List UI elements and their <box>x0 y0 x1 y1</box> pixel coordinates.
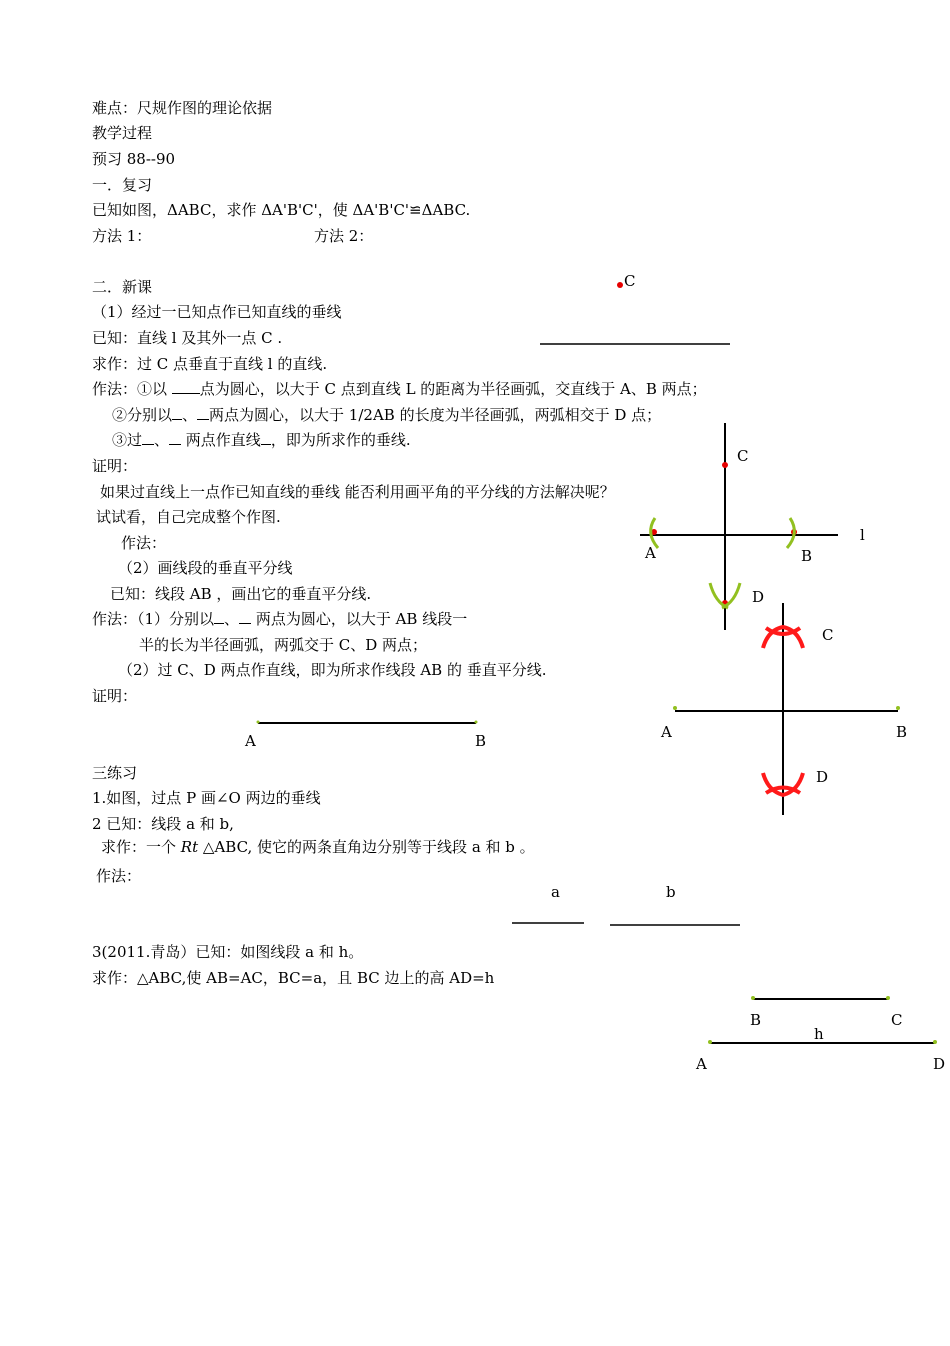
part1-try: 试试看，自己完成整个作图. <box>96 508 281 526</box>
part2-step1-text-a: 作法：（1）分别以 <box>92 610 215 628</box>
review-known: 已知如图，ΔABC，求作 ΔA'B'C'，使 ΔA'B'C'≌ΔABC. <box>92 201 471 219</box>
fig3-label-c: C <box>822 626 834 644</box>
step2-text-c: 两点为圆心，以大于 1/2AB 的长度为半径画弧，两弧相交于 D 点； <box>209 406 662 424</box>
figure-perp-bisector <box>673 603 900 815</box>
fig2-point-c <box>722 462 728 468</box>
part1-method: 作法： <box>121 534 167 552</box>
part2-step1-text-b: 、 <box>224 610 240 628</box>
difficulty-line: 难点：尺规作图的理论依据 <box>92 99 273 117</box>
part1-known: 已知：直线 l 及其外一点 C . <box>92 329 283 347</box>
review-method2: 方法 2： <box>314 227 374 245</box>
point-c-dot <box>617 282 623 288</box>
fig2-label-l: l <box>860 526 865 544</box>
fig3-label-d: D <box>816 768 829 786</box>
step2-text-b: 、 <box>182 406 198 424</box>
fig3-label-b: B <box>896 723 908 741</box>
part2-known: 已知：线段 AB ，画出它的垂直平分线. <box>110 585 372 603</box>
step1-text-b: 点为圆心，以大于 C 点到直线 L 的距离为半径画弧，交直线于 A、B 两点； <box>199 380 707 398</box>
fig2-label-d: D <box>752 588 765 606</box>
practice-q1: 1.如图，过点 P 画∠O 两边的垂线 <box>92 789 321 807</box>
fig4-label-a: A <box>696 1055 707 1073</box>
part1-proof: 证明： <box>92 457 138 475</box>
part2-title: （2）画线段的垂直平分线 <box>118 559 293 577</box>
segs-label-b: b <box>666 883 676 901</box>
fig4-label-c: C <box>891 1011 903 1029</box>
step3-text-d: ，即为所求作的垂线. <box>270 431 411 449</box>
fig3-label-a: A <box>661 723 672 741</box>
part2-step2: （2）过 C、D 两点作直线，即为所求作线段 AB 的 垂直平分线. <box>118 661 547 679</box>
review-method1: 方法 1： <box>92 227 152 245</box>
fig4-label-d: D <box>933 1055 946 1073</box>
step1-text-a: 作法：①以 <box>92 380 172 398</box>
fig4-label-h: h <box>814 1025 824 1043</box>
preview-line: 预习 88--90 <box>92 150 176 168</box>
segment-bc-end-b <box>751 996 755 1000</box>
step2-text-a: ②分别以 <box>112 406 173 424</box>
segment-ad-end-d <box>933 1040 937 1044</box>
fig2-label-c: C <box>737 447 749 465</box>
rt-symbol: Rt <box>180 838 199 856</box>
part1-todo: 求作：过 C 点垂直于直线 l 的直线. <box>92 355 328 373</box>
figure-segment-ab <box>257 721 478 724</box>
fig2-label-a: A <box>645 544 656 562</box>
step3-text-a: ③过 <box>112 431 143 449</box>
part2-proof: 证明： <box>92 687 138 705</box>
segab-label-a: A <box>245 732 256 750</box>
practice-q2-method: 作法： <box>96 867 142 885</box>
process-heading: 教学过程 <box>92 124 153 142</box>
q2-todo-b: △ABC, 使它的两条直角边分别等于线段 a 和 b 。 <box>202 838 535 856</box>
segment-ad-end-a <box>708 1040 712 1044</box>
newlesson-heading: 二．新课 <box>92 278 153 296</box>
segment-ab-end-b <box>475 721 478 724</box>
fig2-arc-b <box>787 518 794 548</box>
part2-step1-text-c: 两点为圆心，以大于 AB 线段一 <box>251 610 468 628</box>
segment-bc-end-c <box>886 996 890 1000</box>
figure-segments-a-b <box>512 923 740 925</box>
part1-title: （1）经过一已知点作已知直线的垂线 <box>92 303 342 321</box>
fig4-label-b: B <box>750 1011 762 1029</box>
part1-question: 如果过直线上一点作已知直线的垂线 能否利用画平角的平分线的方法解决呢？ <box>100 483 615 501</box>
segment-ab-end-a <box>257 721 260 724</box>
step3-text-b: 、 <box>154 431 170 449</box>
segab-label-b: B <box>475 732 487 750</box>
part2-step1-cont: 半的长为半径画弧，两弧交于 C、D 两点； <box>139 636 428 654</box>
practice-heading: 三练习 <box>92 764 138 782</box>
practice-q2: 2 已知：线段 a 和 b, <box>92 815 234 833</box>
fig3-endpoint-b <box>896 706 900 710</box>
figure-point-and-line <box>540 282 730 344</box>
fig1-label-c: C <box>624 272 636 290</box>
segs-label-a: a <box>551 883 560 901</box>
practice-q3-todo: 求作：△ABC,使 AB=AC，BC=a，且 BC 边上的高 AD=h <box>92 969 495 987</box>
practice-q3: 3(2011.青岛）已知：如图线段 a 和 h。 <box>92 943 364 961</box>
fig3-endpoint-a <box>673 706 677 710</box>
fig2-label-b: B <box>801 547 813 565</box>
step3-text-c: 两点作直线 <box>181 431 261 449</box>
review-heading: 一．复习 <box>92 176 153 194</box>
q2-todo-a: 求作：一个 <box>101 838 177 856</box>
